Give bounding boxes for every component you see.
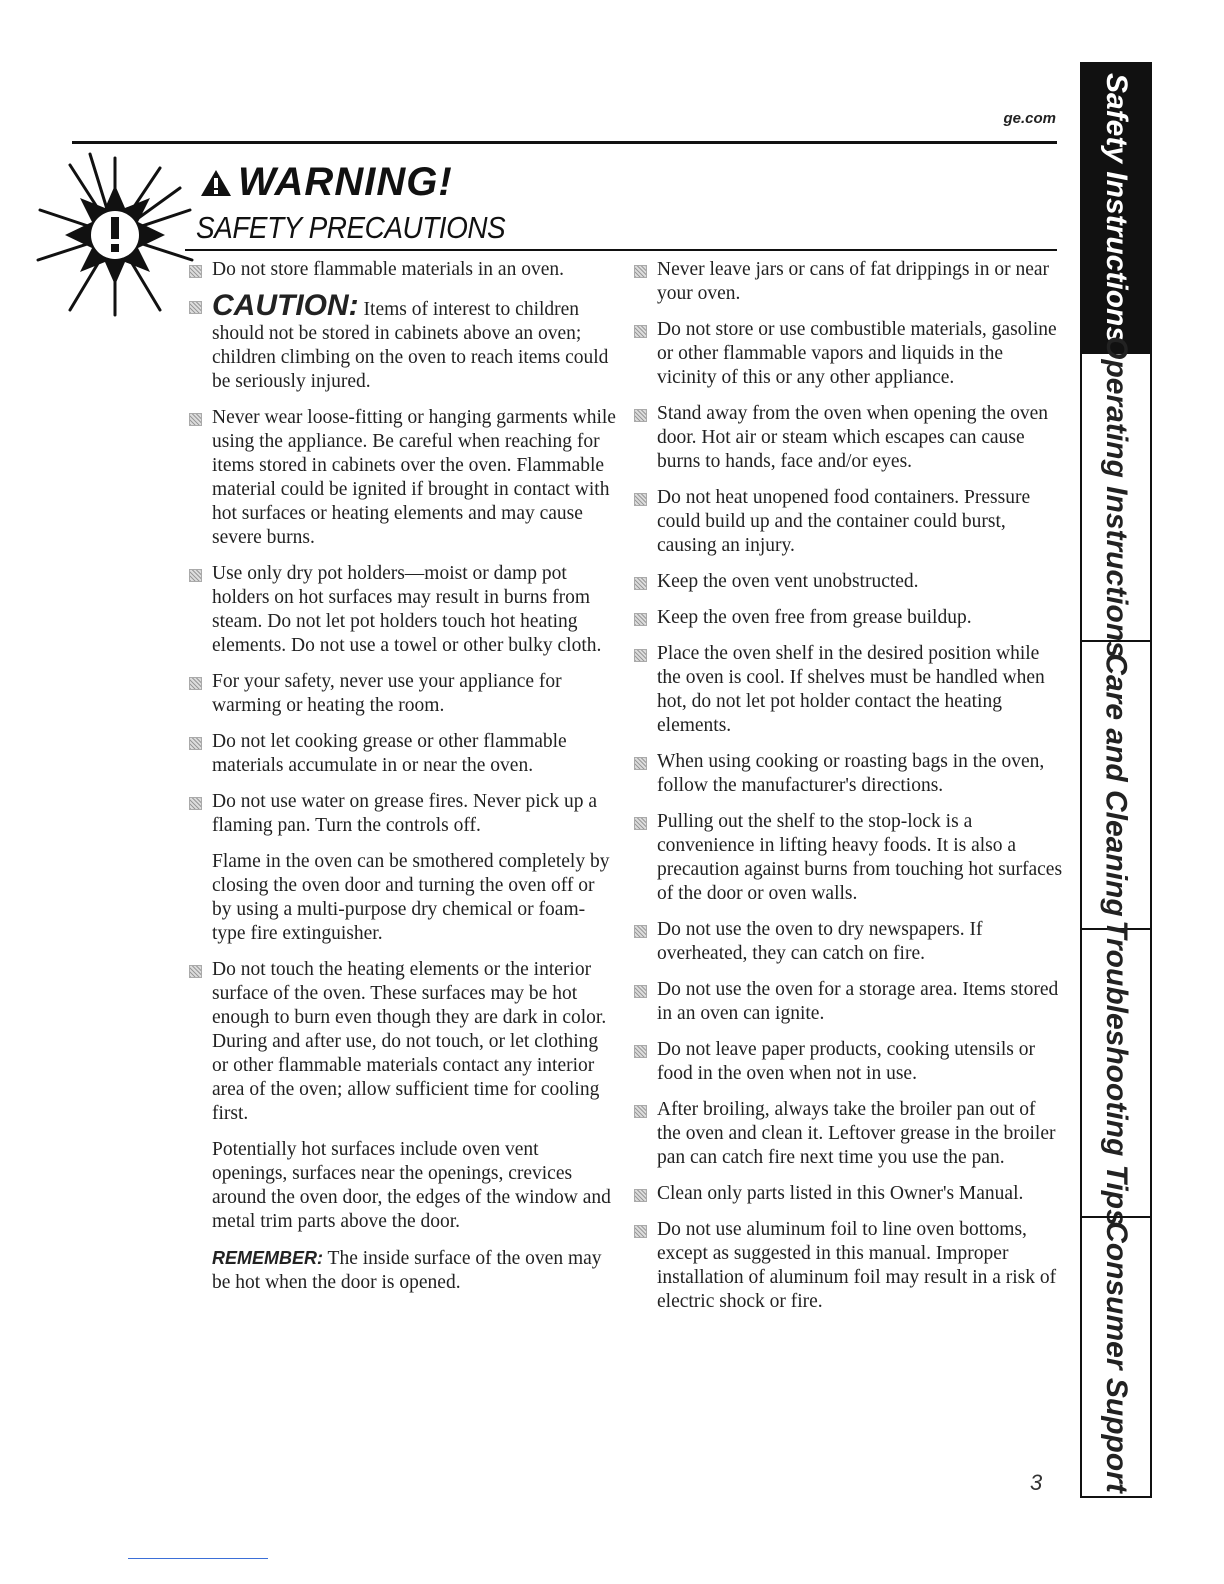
warning-burst-icon [30,150,200,320]
bullet-icon [189,965,202,978]
bullet-icon [189,737,202,750]
tab-care-and-cleaning[interactable]: Care and Cleaning [1082,640,1150,928]
caution-item: CAUTION: Items of interest to children should not be stored in cabinets above an oven; children climbing on the oven to reach items could be seriously injured. [188,294,618,394]
bullet-icon [189,413,202,426]
list-item: For your safety, never use your appliance for warming or heating the room. [188,670,618,718]
bullet-icon [634,325,647,338]
tab-consumer-support[interactable]: Consumer Support [1082,1216,1150,1496]
list-item: Stand away from the oven when opening the oven door. Hot air or steam which escapes can cause burns to hands, face and/or eyes. [633,402,1063,474]
bullet-icon [189,797,202,810]
list-item: Never wear loose-fitting or hanging garments while using the appliance. Be careful when reaching for items stored in cabinets over the oven. Flammable material could be ignited if brought in contact with hot surfaces or heating elements and may cause severe burns. [188,406,618,550]
list-item: Clean only parts listed in this Owner's Manual. [633,1182,1063,1206]
list-item: Do not use the oven for a storage area. Items stored in an oven can ignite. [633,978,1063,1026]
bullet-icon [634,817,647,830]
warning-triangle-icon [200,169,232,197]
site-url: ge.com [1003,110,1056,127]
caution-label: CAUTION: [212,289,359,322]
bullet-icon [634,985,647,998]
warning-heading [200,160,453,205]
list-item: Do not let cooking grease or other flammable materials accumulate in or near the oven. [188,730,618,778]
bullet-icon [634,493,647,506]
bullet-icon [634,1225,647,1238]
tab-operating-instructions[interactable]: Operating Instructions [1082,352,1150,640]
list-item: When using cooking or roasting bags in the oven, follow the manufacturer's directions. [633,750,1063,798]
footer-link-underline [128,1558,268,1559]
remember-label: REMEMBER: [212,1248,323,1268]
bullet-icon [189,677,202,690]
list-item: Never leave jars or cans of fat drippings in or near your oven. [633,258,1063,306]
tab-safety-instructions[interactable]: Safety Instructions [1082,64,1150,352]
list-item: Do not touch the heating elements or the interior surface of the oven. These surfaces may be hot enough to burn even though they are dark in color. During and after use, do not touch, or let clothing or other flammable materials contact any interior area of the oven; allow sufficient time for cooling first. [188,958,618,1126]
list-item: Do not use the oven to dry newspapers. If overheated, they can catch on fire. [633,918,1063,966]
bullet-icon [189,301,202,314]
bullet-icon [634,925,647,938]
list-item: Do not store flammable materials in an oven. [188,258,618,282]
bullet-icon [634,577,647,590]
bullet-icon [189,569,202,582]
bullet-icon [634,1045,647,1058]
bullet-icon [189,265,202,278]
list-item: After broiling, always take the broiler pan out of the oven and clean it. Leftover grease in the broiler pan can catch fire next time you use the pan. [633,1098,1063,1170]
remember-note: REMEMBER: The inside surface of the oven may be hot when the door is opened. [212,1248,602,1293]
list-item: Place the oven shelf in the desired position while the oven is cool. If shelves must be handled when hot, do not let pot holder contact the heating elements. [633,642,1063,738]
list-item: Keep the oven free from grease buildup. [633,606,1063,630]
bullet-icon [634,1189,647,1202]
list-item: Do not store or use combustible materials, gasoline or other flammable vapors and liquids in the vicinity of this or any other appliance. [633,318,1063,390]
section-tabs [1080,62,1152,1498]
top-rule [72,141,1057,144]
bullet-icon [634,613,647,626]
left-column [188,258,618,1307]
heading-rule [185,249,1057,251]
safety-precautions-subtitle: SAFETY PRECAUTIONS [196,210,506,245]
bullet-icon [634,1105,647,1118]
paragraph: Flame in the oven can be smothered completely by closing the oven door and turning the oven off or by using a multi-purpose dry chemical or foam-type fire extinguisher. [212,851,610,944]
list-item: Keep the oven vent unobstructed. [633,570,1063,594]
paragraph: Potentially hot surfaces include oven vent openings, surfaces near the openings, crevices around the oven door, the edges of the window and metal trim parts above the door. [212,1139,611,1232]
list-item: Do not use water on grease fires. Never pick up a flaming pan. Turn the controls off. [188,790,618,838]
bullet-icon [634,265,647,278]
list-item: Use only dry pot holders—moist or damp pot holders on hot surfaces may result in burns from steam. Do not let pot holders touch hot heating elements. Do not use a towel or other bulky cloth. [188,562,618,658]
tab-troubleshooting-tips[interactable]: Troubleshooting Tips [1082,928,1150,1216]
warning-title-text: WARNING! [238,160,453,204]
bullet-icon [634,409,647,422]
page-number: 3 [1030,1470,1043,1495]
right-column [633,258,1063,1326]
bullet-icon [634,649,647,662]
list-item: Do not leave paper products, cooking utensils or food in the oven when not in use. [633,1038,1063,1086]
list-item: Do not use aluminum foil to line oven bottoms, except as suggested in this manual. Improper installation of aluminum foil may result in a risk of electric shock or fire. [633,1218,1063,1314]
list-item: Pulling out the shelf to the stop-lock is a convenience in lifting heavy foods. It is also a precaution against burns from touching hot surfaces of the door or oven walls. [633,810,1063,906]
list-item: Do not heat unopened food containers. Pressure could build up and the container could burst, causing an injury. [633,486,1063,558]
bullet-icon [634,757,647,770]
